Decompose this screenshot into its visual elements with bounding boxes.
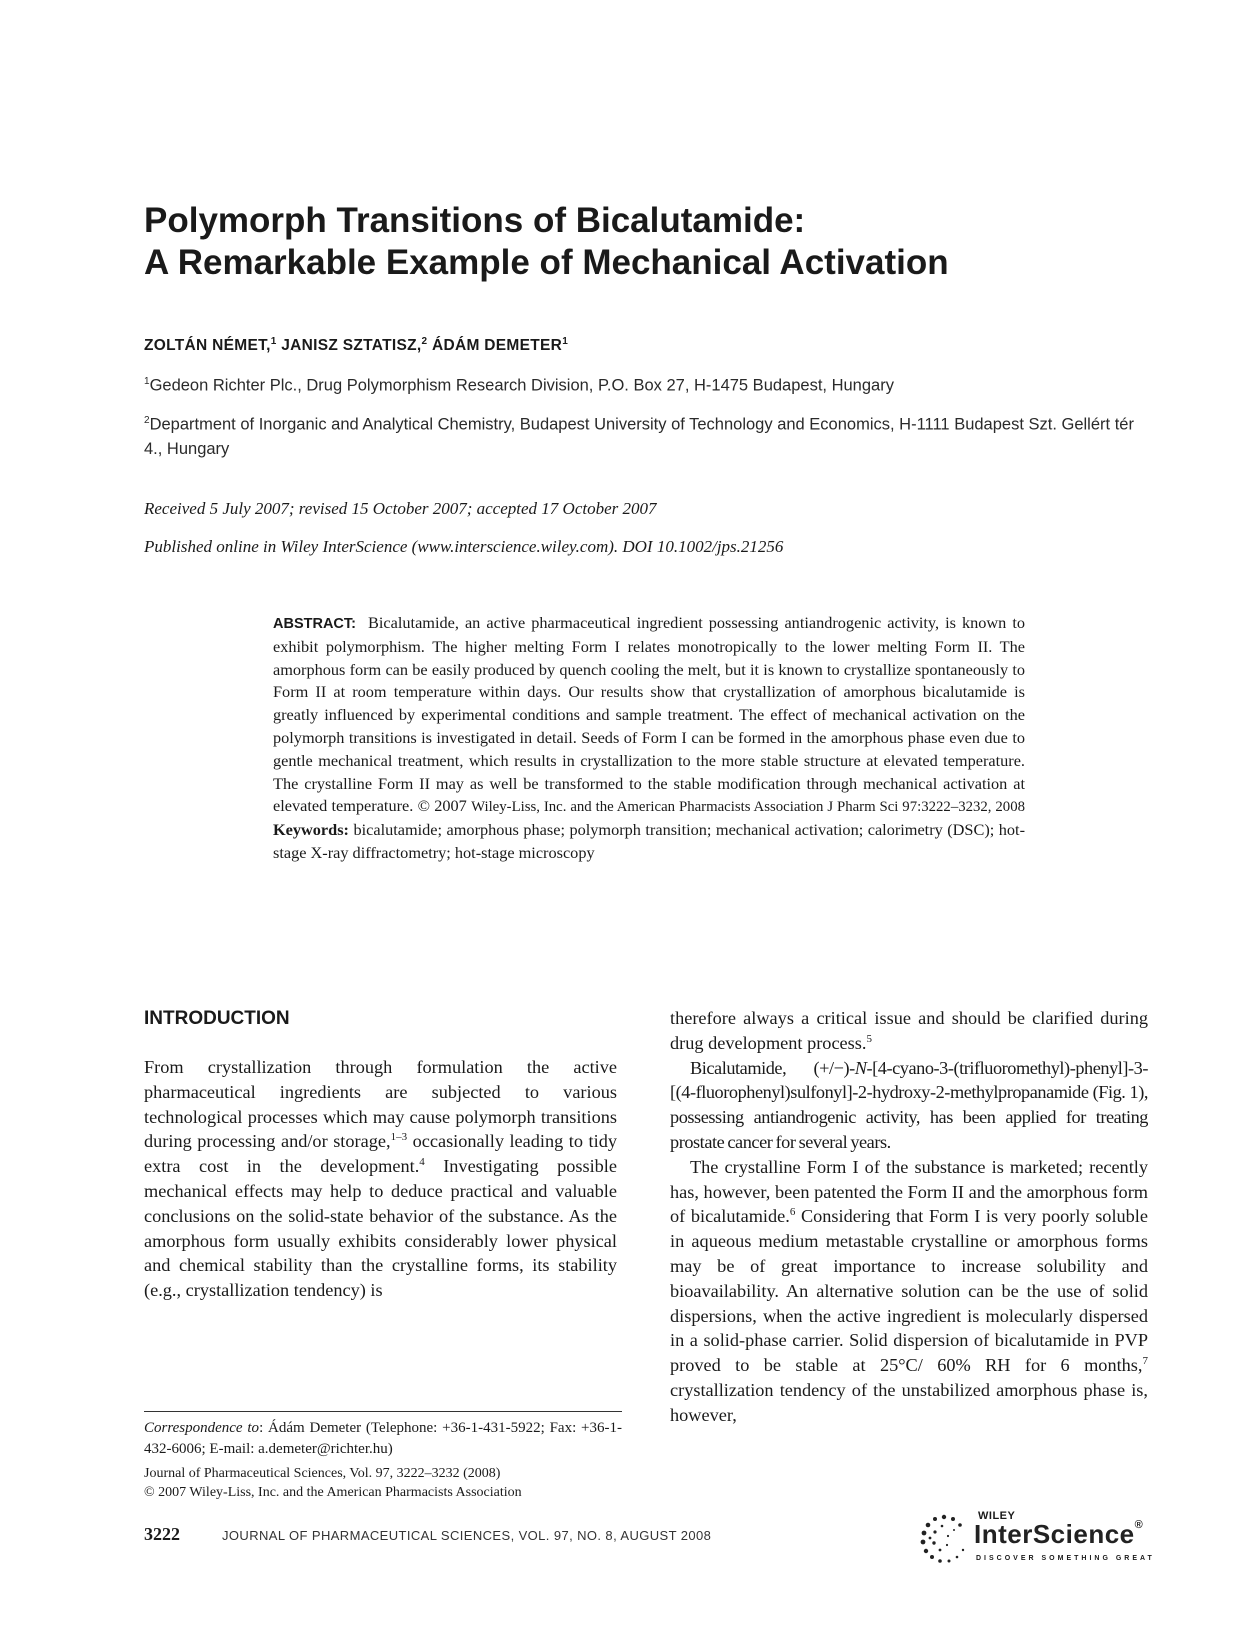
author-affiliation-mark: 1 [562, 336, 569, 347]
page-number: 3222 [144, 1524, 180, 1544]
affiliation-text: Gedeon Richter Plc., Drug Polymorphism Research Division, P.O. Box 27, H-1475 Budapest, Hungary [149, 376, 894, 395]
correspondence-note [144, 1418, 622, 1460]
text-run: therefore always a critical issue and should be clarified during drug development process. [670, 1008, 1148, 1053]
text-run: From crystallization through formulation the active pharmaceutical ingredients are subjected to various technological processes which may cause polymorph transitions during processing and/or storage, [144, 1057, 617, 1152]
author-affiliation-mark: 1 [270, 336, 277, 347]
abstract [273, 612, 1025, 865]
author-name: ÁDÁM DEMETER [432, 337, 563, 355]
journal-citation: Journal of Pharmaceutical Sciences, Vol. 97, 3222–3232 (2008) [144, 1466, 501, 1481]
text-run: -[4-cyano-3-(trifluoromethyl)-phenyl]-3-[(4-fluorophenyl)sulfonyl]-2-hydroxy-2-methylpropanamide (Fig. 1), possessing antiandrogenic activity, has been applied for treating prostate cancer for several years. [670, 1057, 1148, 1152]
affiliation-number: 2 [144, 415, 150, 426]
text-run: occasionally leading to tidy extra cost in the development. [144, 1131, 617, 1177]
affiliation-number: 1 [144, 376, 150, 387]
text-run: Considering that Form I is very poorly soluble in aqueous medium metastable crystalline or amorphous forms may be of great importance to increase solubility and bioavailability. An alternative solution can be the use of solid dispersions, when the active ingredient is molecularly dispersed in a solid-phase carrier. Solid dispersion of bicalutamide in PVP proved to be stable at 25°C/ 60% RH for 6 months, [670, 1206, 1148, 1376]
text-run: Investigating possible mechanical effects may help to deduce practical and valuable conclusions on the solid-state behavior of the substance. As the amorphous form usually exhibits considerably lower physical and chemical stability than the crystalline forms, its stability (e.g., crystallization tendency) is [144, 1156, 618, 1301]
affiliation-1 [144, 370, 1144, 398]
footnote [144, 1418, 622, 1502]
keywords-list: bicalutamide; amorphous phase; polymorph transition; mechanical activation; calorimetry (DSC); hot-stage X-ray diffractometry; hot-stage microscopy [273, 820, 1025, 862]
correspondence-label: Correspondence to [144, 1420, 260, 1436]
citation-ref: 5 [866, 1032, 872, 1045]
text-run: The crystalline Form I of the substance is marketed; recently has, however, been patented the Form II and the amorphous form of bicalutamide. [670, 1156, 1148, 1227]
italic-text: N [854, 1057, 867, 1078]
keywords-heading: Keywords: [273, 820, 349, 840]
citation-ref: 1–3 [390, 1131, 408, 1144]
wiley-interscience-logo [918, 1508, 1155, 1568]
title-line-2: A Remarkable Example of Mechanical Activation [144, 243, 949, 282]
paragraph [144, 1055, 617, 1303]
received-dates: Received 5 July 2007; revised 15 October 2007; accepted 17 October 2007 [144, 499, 657, 518]
registered-mark: ® [1134, 1519, 1144, 1531]
globe-dots-icon [918, 1512, 970, 1564]
author-name: ZOLTÁN NÉMET, [144, 337, 271, 355]
citation-ref: 7 [1142, 1355, 1148, 1368]
correspondence-text: : Ádám Demeter (Telephone: +36-1-431-5922; Fax: +36-1-432-6006; E-mail: a.demeter@richter.hu) [144, 1420, 622, 1457]
text-run: crystallization tendency of the unstabilized amorphous phase is, however, [670, 1379, 1148, 1425]
running-footer: JOURNAL OF PHARMACEUTICAL SCIENCES, VOL. 97, NO. 8, AUGUST 2008 [222, 1528, 712, 1543]
abstract-copyright: Wiley-Liss, Inc. and the American Pharmacists Association J Pharm Sci 97:3222–3232, 2008 [471, 799, 1025, 816]
section-heading-introduction: INTRODUCTION [144, 1008, 290, 1029]
citation-ref: 6 [789, 1206, 796, 1219]
body-column-left [144, 1055, 617, 1303]
author-list [144, 336, 568, 355]
paragraph [670, 1056, 1148, 1155]
affiliation-text: Department of Inorganic and Analytical Chemistry, Budapest University of Technology and Economics, H-1111 Budapest Szt. Gellért tér 4., Hungary [144, 415, 1134, 458]
footnote-copyright: © 2007 Wiley-Liss, Inc. and the American Pharmacists Association [144, 1485, 522, 1500]
abstract-body: Bicalutamide, an active pharmaceutical ingredient possessing antiandrogenic activity, is known to exhibit polymorphism. The higher melting Form I relates monotropically to the lower melting Form II. The amorphous form can be easily produced by quench cooling the melt, but it is known to crystallize spontaneously to Form II at room temperature within days. Our results show that crystallization of amorphous bicalutamide is greatly influenced by experimental conditions and sample treatment. The effect of mechanical activation on the polymorph transitions is investigated in detail. Seeds of Form I can be formed in the amorphous phase even due to gentle mechanical treatment, which results in crystallization to the more stable structure at elevated temperature. The crystalline Form II may as well be transformed to the stable modification through mechanical activation at elevated temperature. © 2007 [273, 613, 1026, 816]
article-title [144, 200, 1104, 284]
body-column-right [670, 1006, 1148, 1428]
logo-wordmark: InterScience [974, 1519, 1135, 1549]
logo-tagline: DISCOVER SOMETHING GREAT [976, 1555, 1155, 1562]
author-name: JANISZ SZTATISZ, [281, 337, 422, 355]
citation-ref: 4 [419, 1156, 425, 1169]
paragraph [670, 1155, 1148, 1428]
affiliation-2 [144, 409, 1144, 461]
author-affiliation-mark: 2 [421, 336, 428, 347]
paragraph [670, 1006, 1148, 1056]
abstract-heading: ABSTRACT: [273, 616, 356, 632]
logo-wiley-text: WILEY [978, 1510, 1016, 1522]
title-line-1: Polymorph Transitions of Bicalutamide: [144, 201, 806, 240]
footnote-divider [144, 1411, 622, 1412]
text-run: Bicalutamide, (+/−)- [690, 1057, 855, 1078]
logo-interscience-text [974, 1519, 1143, 1550]
published-online: Published online in Wiley InterScience (www.interscience.wiley.com). DOI 10.1002/jps.21256 [144, 537, 784, 556]
